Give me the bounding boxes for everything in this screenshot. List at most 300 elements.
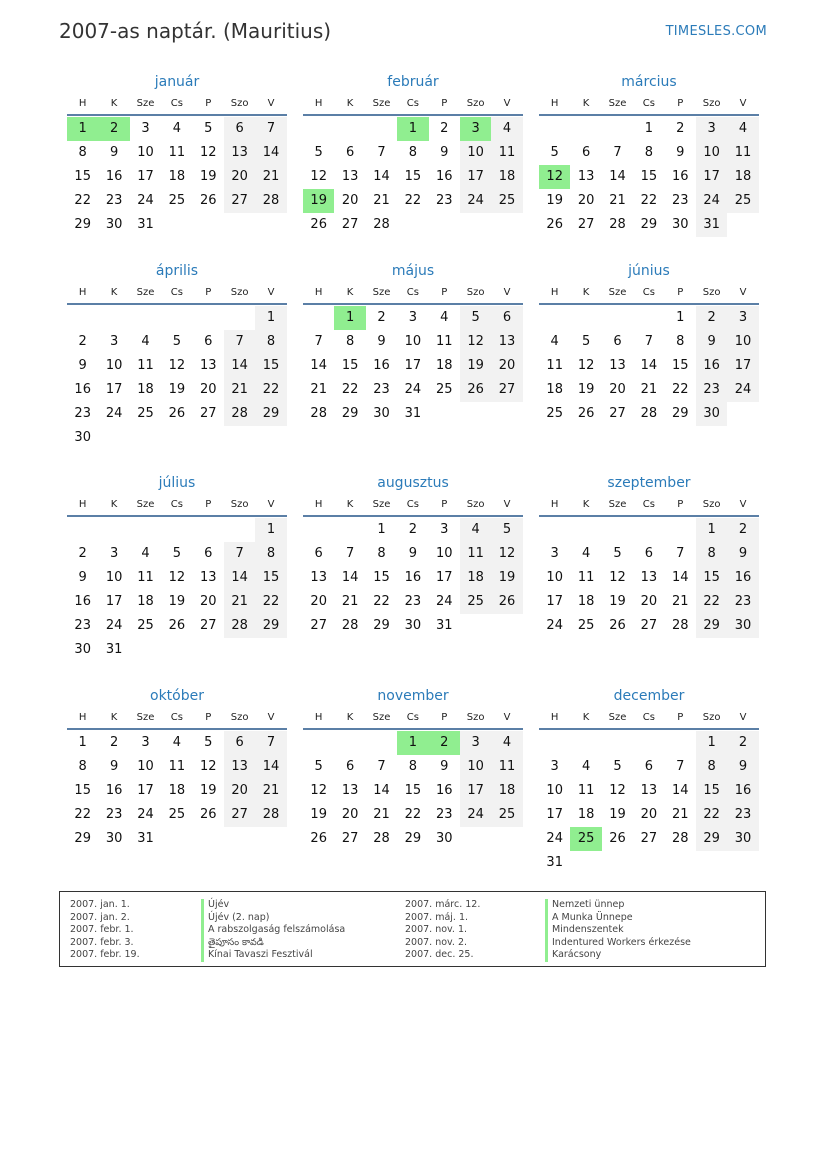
day-cell: 5 [172,546,181,561]
empty-cell [130,518,161,542]
day-cell: 12 [609,570,626,585]
month-name: augusztus [377,475,449,491]
day-cell: 23 [105,193,123,208]
weekday-label: K [346,712,354,723]
day-cell: 3 [440,522,449,537]
day-cell: 13 [640,570,658,585]
weekday-label: P [205,287,212,298]
day-cell: 29 [74,831,91,846]
weekday-header [539,707,759,730]
day-cell: 11 [137,358,154,373]
day-cell: 1 [696,518,727,542]
day-cell: 20 [341,193,359,208]
empty-cell [334,518,365,542]
day-cell: 3 [141,735,150,750]
day-cell: 4 [491,117,522,141]
day-cell: 21 [255,165,286,189]
day-cell: 8 [696,755,727,779]
day-cell: 5 [491,518,522,542]
day-cell: 29 [696,827,727,851]
day-cell: 26 [168,618,186,633]
day-cell: 3 [109,334,119,349]
weekday-label: K [346,499,354,510]
month-calendar [303,472,523,638]
weekday-label: Sze [372,712,391,723]
day-cell: 24 [546,618,563,633]
day-cell: 12 [199,145,217,160]
day-cell: 18 [577,594,595,609]
day-cell: 28 [310,406,327,421]
day-cell: 26 [491,590,522,614]
month-name: szeptember [607,475,691,491]
day-cell: 27 [199,406,217,421]
day-cell: 22 [373,594,390,609]
holiday-day-cell: 1 [334,306,365,330]
day-cell: 22 [341,382,359,397]
day-grid [303,117,523,237]
day-cell: 29 [373,618,390,633]
day-cell: 23 [404,594,422,609]
day-cell: 15 [696,779,727,803]
day-cell: 10 [546,783,563,798]
empty-cell [224,306,255,330]
weekday-label: P [677,287,684,298]
day-cell: 11 [727,141,758,165]
month-name: december [613,688,685,704]
day-cell: 15 [404,783,422,798]
holiday-day-cell: 1 [397,117,428,141]
day-cell: 5 [581,334,591,349]
day-cell: 6 [204,546,213,561]
weekday-label: K [582,287,590,298]
weekday-label: K [110,98,118,109]
day-cell: 20 [310,594,327,609]
day-cell: 3 [141,121,150,136]
day-cell: 14 [224,354,255,378]
day-cell: 16 [373,358,390,373]
day-cell: 24 [727,378,758,402]
day-cell: 4 [141,334,150,349]
empty-cell [303,518,334,542]
day-cell: 2 [78,334,87,349]
weekday-label: P [677,499,684,510]
empty-cell [130,306,161,330]
weekday-header [303,494,523,517]
weekday-label: H [314,287,323,298]
day-cell: 15 [404,169,422,184]
day-cell: 24 [460,803,491,827]
holiday-day-cell: 1 [397,731,428,755]
day-cell: 26 [168,406,186,421]
day-cell: 25 [460,590,491,614]
weekday-label: Sze [136,712,155,723]
month-calendar [303,260,523,426]
day-cell: 1 [644,121,653,136]
weekday-label: Szo [702,712,721,723]
day-grid [67,518,287,662]
day-cell: 27 [609,406,626,421]
day-cell: 18 [137,382,154,397]
day-cell: 2 [696,306,727,330]
day-cell: 28 [224,402,255,426]
day-cell: 24 [105,406,123,421]
day-cell: 14 [255,755,286,779]
day-cell: 13 [577,169,595,184]
empty-cell [366,117,397,141]
day-cell: 2 [727,731,758,755]
day-cell: 28 [341,618,359,633]
empty-cell [570,117,601,141]
day-cell: 20 [199,382,217,397]
empty-cell [665,518,696,542]
day-cell: 19 [199,783,217,798]
day-cell: 18 [168,783,186,798]
day-cell: 23 [105,807,123,822]
day-cell: 27 [341,217,359,232]
weekday-label: Sze [608,98,627,109]
day-cell: 16 [74,594,91,609]
day-cell: 17 [546,594,563,609]
month-calendar [67,472,287,662]
weekday-header [539,282,759,305]
day-cell: 9 [727,542,758,566]
weekday-label: Cs [170,98,183,109]
day-cell: 10 [137,145,154,160]
month-calendar [303,71,523,237]
day-cell: 21 [671,807,689,822]
day-cell: 31 [696,213,727,237]
empty-cell [193,306,224,330]
day-cell: 25 [491,189,522,213]
day-cell: 6 [204,334,213,349]
day-cell: 8 [345,334,355,349]
day-cell: 3 [550,759,559,774]
holiday-date: 2007. nov. 2. [405,936,468,948]
weekday-label: K [582,712,590,723]
day-cell: 13 [491,330,522,354]
day-cell: 16 [727,566,758,590]
day-cell: 12 [491,542,522,566]
day-cell: 7 [676,759,685,774]
month-name: május [391,263,435,279]
day-cell: 14 [373,783,390,798]
day-grid [539,117,759,237]
weekday-label: Cs [642,499,655,510]
day-cell: 23 [74,406,91,421]
day-cell: 3 [727,306,758,330]
day-cell: 8 [377,546,386,561]
day-cell: 4 [141,546,150,561]
empty-cell [67,518,98,542]
holiday-date: 2007. jan. 1. [70,899,130,910]
weekday-label: Sze [136,499,155,510]
holiday-date: 2007. jan. 2. [70,911,130,923]
site-link[interactable]: TIMESLES.COM [665,24,767,39]
day-cell: 7 [224,542,255,566]
weekday-label: Szo [230,712,249,723]
day-cell: 4 [491,731,522,755]
day-cell: 15 [341,358,359,373]
day-cell: 18 [460,566,491,590]
weekday-label: K [110,712,118,723]
weekday-header [67,707,287,730]
weekday-label: P [441,712,448,723]
day-cell: 2 [676,121,685,136]
day-cell: 13 [224,141,255,165]
day-cell: 4 [440,310,449,325]
month-name: november [377,688,449,704]
holiday-name: Újév [201,899,345,912]
weekday-label: Sze [372,98,391,109]
day-cell: 19 [609,807,626,822]
day-cell: 13 [640,783,658,798]
day-cell: 21 [341,594,359,609]
day-cell: 22 [640,193,658,208]
day-cell: 27 [491,378,522,402]
day-cell: 24 [460,189,491,213]
day-cell: 25 [546,406,563,421]
day-cell: 4 [581,759,591,774]
day-cell: 15 [696,566,727,590]
day-cell: 10 [546,570,563,585]
day-cell: 21 [671,594,689,609]
day-cell: 23 [435,193,453,208]
month-calendar [539,685,759,875]
day-cell: 28 [373,831,390,846]
day-cell: 15 [74,783,91,798]
weekday-header [67,93,287,116]
weekday-label: H [550,712,559,723]
day-cell: 22 [74,193,91,208]
weekday-label: P [441,98,448,109]
day-cell: 17 [696,165,727,189]
holiday-names-right [545,899,691,962]
day-grid [539,731,759,875]
day-cell: 9 [440,759,449,774]
day-cell: 26 [609,831,626,846]
empty-cell [366,731,397,755]
day-cell: 6 [224,117,255,141]
empty-cell [303,731,334,755]
holiday-name: A Munka Ünnepe [545,912,691,925]
day-cell: 22 [696,590,727,614]
day-cell: 21 [609,193,626,208]
holiday-day-cell: 1 [67,117,98,141]
holiday-date: 2007. dec. 25. [405,949,474,961]
day-cell: 27 [310,618,327,633]
day-cell: 14 [640,358,658,373]
day-cell: 13 [199,358,217,373]
day-cell: 13 [310,570,327,585]
weekday-label: Sze [372,287,391,298]
day-cell: 31 [546,855,563,870]
holiday-name: Karácsony [545,949,691,962]
day-cell: 10 [404,334,422,349]
day-cell: 30 [105,217,123,232]
day-cell: 11 [577,570,595,585]
page-title: 2007-as naptár. (Mauritius) [59,19,332,43]
weekday-label: Szo [702,499,721,510]
empty-cell [98,306,129,330]
day-cell: 17 [404,358,422,373]
weekday-label: Cs [406,499,419,510]
weekday-label: Szo [230,287,249,298]
day-cell: 8 [644,145,653,160]
holiday-dates-right [405,899,480,962]
month-calendar [67,71,287,237]
day-cell: 22 [671,382,689,397]
weekday-label: V [739,98,747,109]
weekday-label: Cs [170,287,183,298]
day-cell: 28 [224,614,255,638]
weekday-label: P [205,499,212,510]
day-cell: 19 [577,382,595,397]
day-cell: 6 [644,546,653,561]
empty-cell [602,518,633,542]
day-cell: 15 [373,570,390,585]
day-cell: 14 [373,169,390,184]
day-cell: 14 [224,566,255,590]
day-cell: 7 [613,145,622,160]
day-cell: 5 [460,306,491,330]
day-cell: 29 [671,406,689,421]
day-cell: 7 [676,546,685,561]
day-cell: 26 [609,618,626,633]
day-cell: 12 [460,330,491,354]
month-calendar [539,71,759,237]
weekday-label: K [346,98,354,109]
day-cell: 28 [373,217,390,232]
weekday-label: K [582,499,590,510]
day-cell: 19 [460,354,491,378]
day-cell: 30 [435,831,453,846]
weekday-header [303,282,523,305]
day-cell: 29 [255,402,286,426]
day-cell: 21 [640,382,658,397]
day-cell: 12 [577,358,595,373]
day-cell: 24 [137,193,154,208]
day-cell: 25 [727,189,758,213]
weekday-label: Szo [230,98,249,109]
day-cell: 3 [408,310,417,325]
weekday-label: Szo [466,287,485,298]
day-cell: 8 [408,759,417,774]
day-cell: 9 [109,759,119,774]
day-cell: 7 [314,334,323,349]
holiday-name: Újév (2. nap) [201,912,345,925]
day-cell: 6 [581,145,591,160]
weekday-label: Szo [702,98,721,109]
day-cell: 7 [345,546,355,561]
weekday-label: Cs [642,98,655,109]
day-cell: 7 [255,731,286,755]
weekday-header [303,93,523,116]
day-cell: 10 [460,141,491,165]
weekday-label: Cs [170,712,183,723]
day-cell: 9 [676,145,685,160]
holiday-date: 2007. nov. 1. [405,924,468,936]
holiday-name: Indentured Workers érkezése [545,937,691,950]
day-cell: 13 [341,169,359,184]
day-cell: 6 [491,306,522,330]
day-cell: 9 [408,546,417,561]
weekday-label: H [550,287,559,298]
weekday-label: V [739,287,747,298]
weekday-label: Sze [608,287,627,298]
empty-cell [539,117,570,141]
day-cell: 17 [546,807,563,822]
day-cell: 23 [727,803,758,827]
day-cell: 4 [460,518,491,542]
day-cell: 9 [440,145,449,160]
day-cell: 2 [408,522,417,537]
weekday-label: V [503,287,511,298]
day-cell: 19 [491,566,522,590]
day-cell: 18 [168,169,186,184]
day-cell: 29 [404,831,422,846]
day-cell: 23 [727,590,758,614]
day-cell: 18 [491,779,522,803]
day-cell: 24 [404,382,422,397]
day-cell: 16 [404,570,422,585]
day-cell: 5 [613,546,622,561]
month-name: június [628,263,670,279]
day-cell: 31 [137,831,154,846]
month-name: július [158,475,196,491]
day-cell: 8 [78,145,87,160]
day-cell: 14 [341,570,359,585]
day-cell: 30 [373,406,390,421]
month-calendar [67,685,287,851]
day-cell: 15 [74,169,91,184]
weekday-label: Szo [466,98,485,109]
day-cell: 12 [609,783,626,798]
day-grid [67,117,287,237]
day-cell: 28 [671,618,689,633]
day-cell: 20 [341,807,359,822]
day-cell: 26 [310,217,327,232]
weekday-label: H [314,712,323,723]
weekday-label: H [314,499,323,510]
day-cell: 7 [255,117,286,141]
day-cell: 2 [109,735,119,750]
holiday-name: Mindenszentek [545,924,691,937]
day-cell: 5 [204,735,213,750]
weekday-label: P [677,712,684,723]
weekday-header [539,494,759,517]
day-cell: 4 [550,334,559,349]
day-cell: 9 [78,570,87,585]
day-cell: 19 [168,382,186,397]
day-cell: 16 [435,169,453,184]
day-cell: 2 [78,546,87,561]
month-name: március [621,74,677,90]
day-cell: 21 [373,807,390,822]
day-grid [303,306,523,426]
day-cell: 27 [640,831,658,846]
weekday-label: Cs [170,499,183,510]
month-name: október [150,688,204,704]
day-cell: 23 [435,807,453,822]
weekday-label: Cs [406,287,419,298]
holiday-name: A rabszolgaság felszámolása [201,924,345,937]
day-cell: 4 [581,546,591,561]
day-cell: 24 [105,618,123,633]
day-cell: 25 [168,807,186,822]
day-cell: 16 [435,783,453,798]
day-cell: 13 [224,755,255,779]
weekday-label: V [267,499,275,510]
